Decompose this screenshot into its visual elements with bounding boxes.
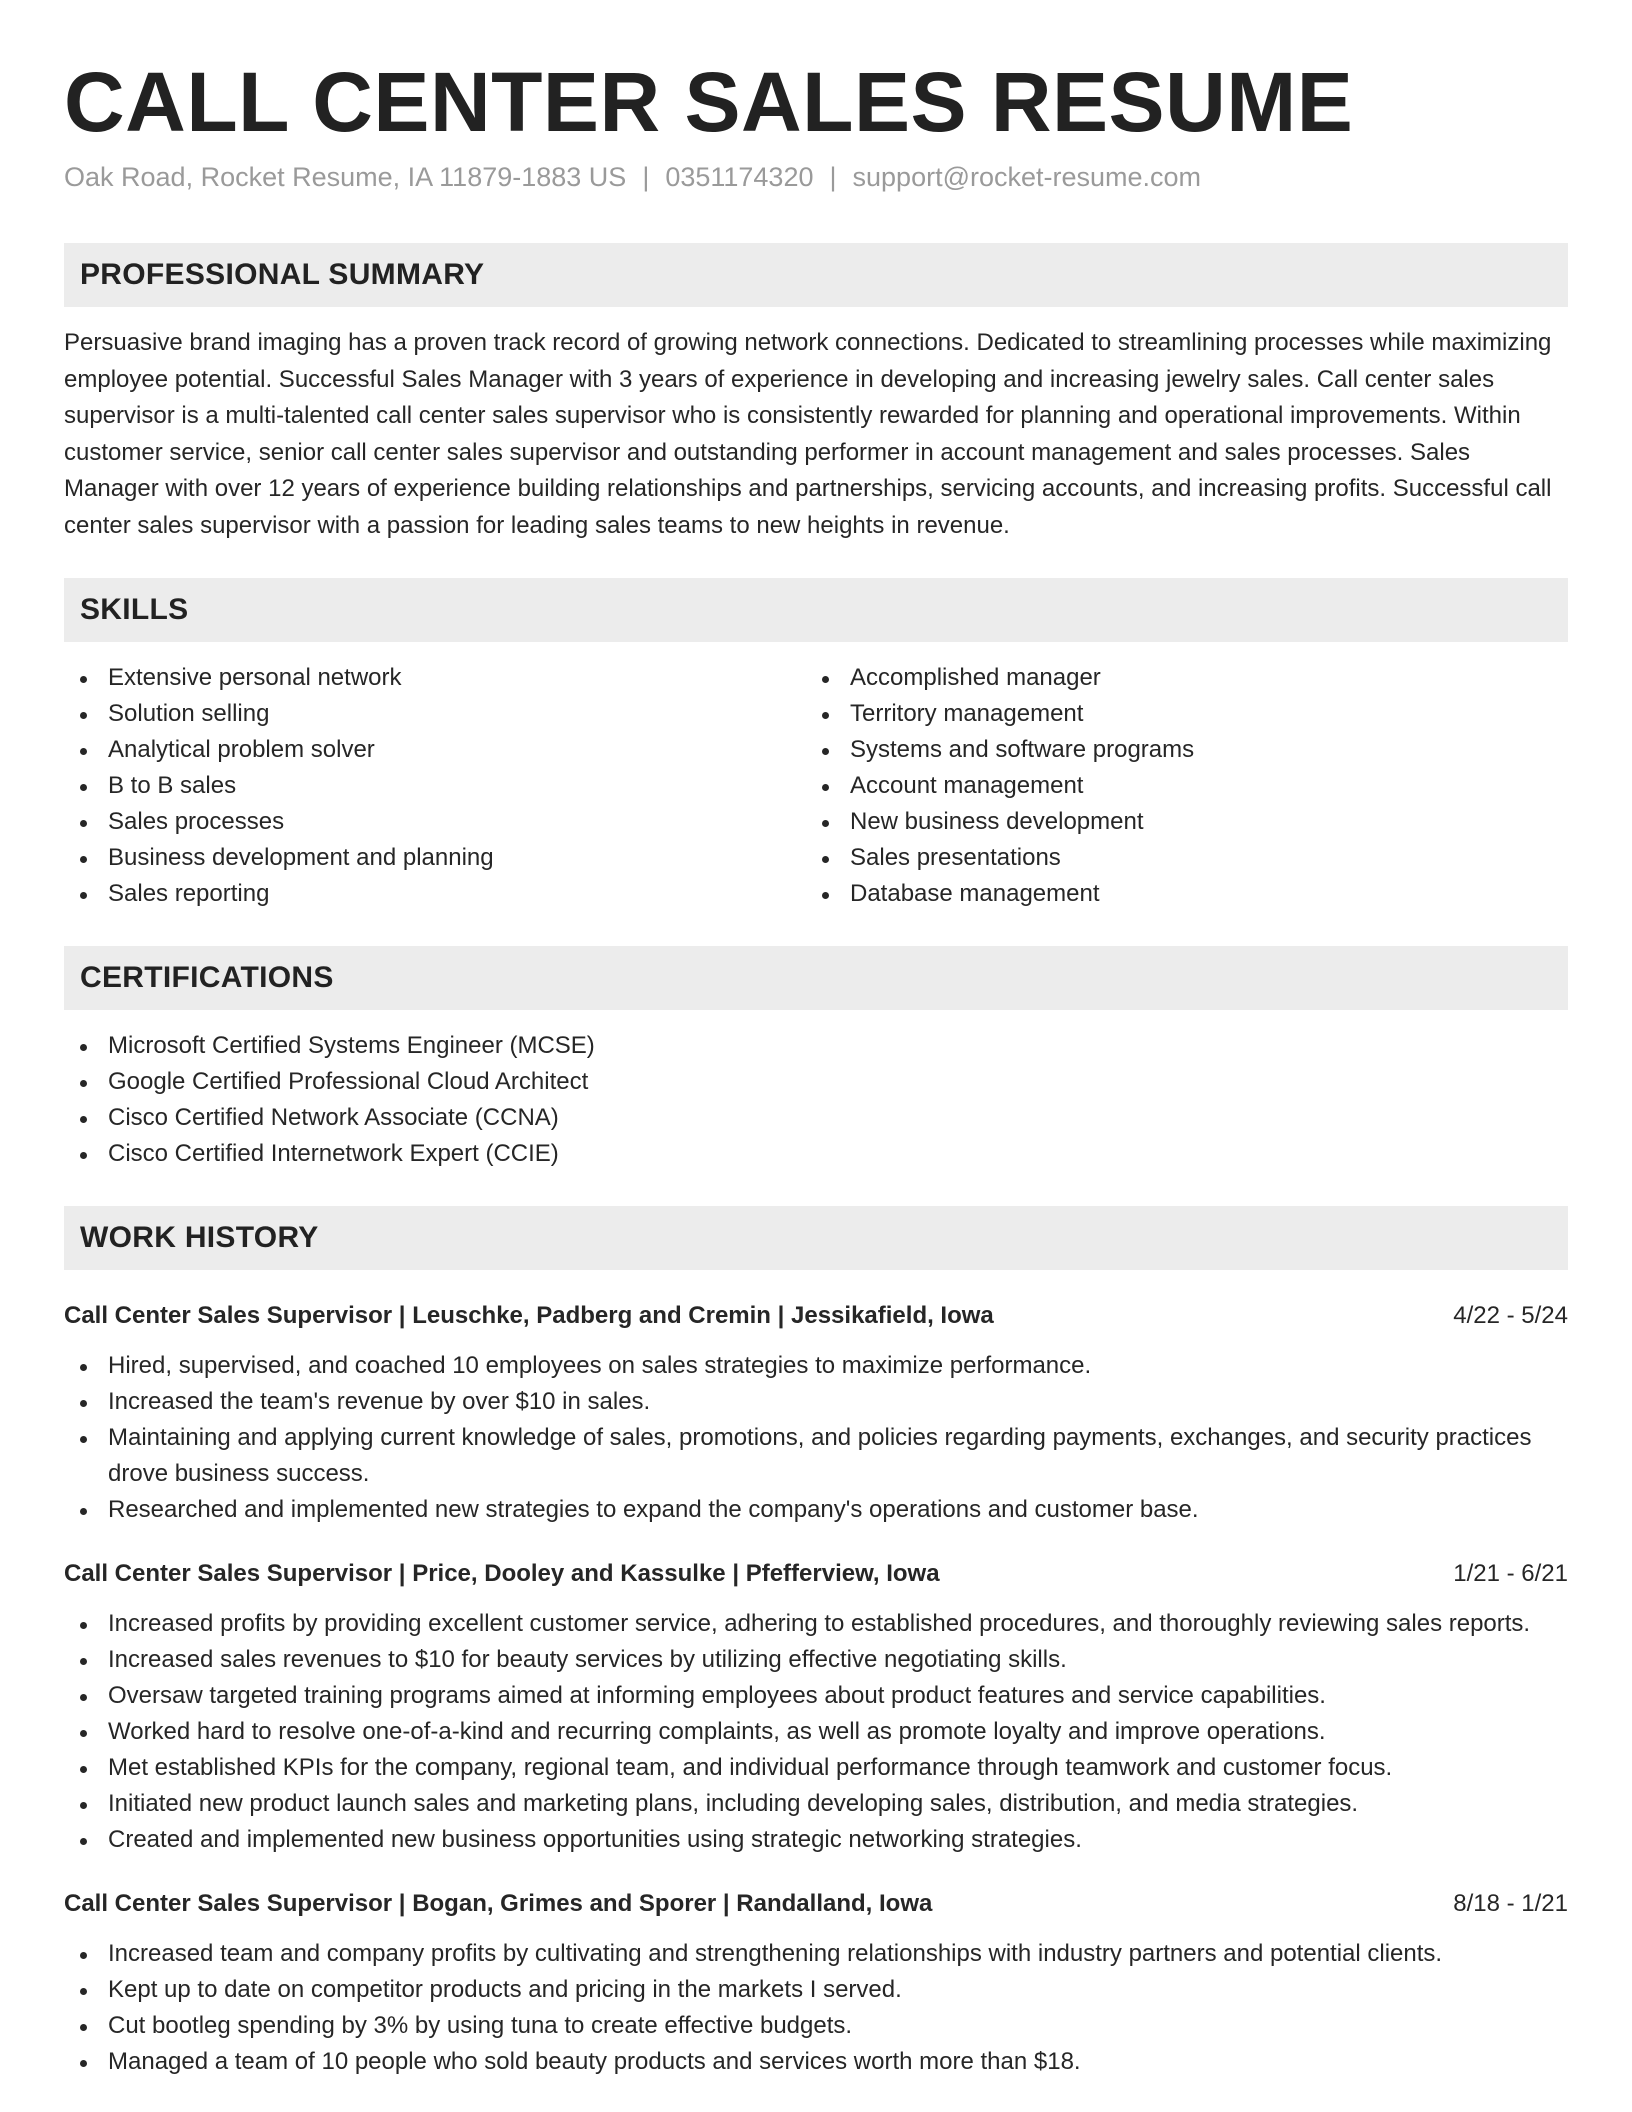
job-heading <box>64 1298 1568 1334</box>
certifications-list <box>64 1028 1568 1172</box>
certification-item: Google Certified Professional Cloud Architect <box>64 1064 1568 1100</box>
contact-separator: | <box>642 162 650 193</box>
certification-item: Cisco Certified Network Associate (CCNA) <box>64 1100 1568 1136</box>
job-dates: 1/21 - 6/21 <box>1453 1560 1568 1588</box>
job-bullets <box>64 1348 1568 1528</box>
job-bullet: Created and implemented new business opportunities using strategic networking strategies. <box>64 1822 1568 1858</box>
job-dates: 8/18 - 1/21 <box>1453 1890 1568 1918</box>
section-header-certifications: CERTIFICATIONS <box>64 946 1568 1010</box>
job-bullets <box>64 1936 1568 2080</box>
skill-item: B to B sales <box>64 768 806 804</box>
skills-list-left <box>64 660 806 912</box>
job-title: Call Center Sales Supervisor | Price, Dooley and Kassulke | Pfefferview, Iowa <box>64 1560 940 1588</box>
job-bullet: Maintaining and applying current knowledge of sales, promotions, and policies regarding payments, exchanges, and security practices drove business success. <box>64 1420 1568 1492</box>
contact-phone: 0351174320 <box>665 162 814 193</box>
contact-email: support@rocket-resume.com <box>852 162 1202 193</box>
job-entry <box>64 1556 1568 1858</box>
skills-grid <box>64 660 1568 912</box>
skill-item: Sales reporting <box>64 876 806 912</box>
skills-section <box>64 578 1568 912</box>
job-bullet: Initiated new product launch sales and marketing plans, including developing sales, distribution, and media strategies. <box>64 1786 1568 1822</box>
job-bullet: Increased team and company profits by cultivating and strengthening relationships with industry partners and potential clients. <box>64 1936 1568 1972</box>
job-bullet: Cut bootleg spending by 3% by using tuna to create effective budgets. <box>64 2008 1568 2044</box>
skill-item: Account management <box>806 768 1548 804</box>
skill-item: Business development and planning <box>64 840 806 876</box>
job-title: Call Center Sales Supervisor | Bogan, Grimes and Sporer | Randalland, Iowa <box>64 1890 933 1918</box>
contact-separator: | <box>829 162 837 193</box>
skill-item: Sales presentations <box>806 840 1548 876</box>
skill-item: Territory management <box>806 696 1548 732</box>
skill-item: Accomplished manager <box>806 660 1548 696</box>
job-heading <box>64 1886 1568 1922</box>
resume-title: CALL CENTER SALES RESUME <box>64 55 1354 149</box>
job-bullet: Increased sales revenues to $10 for beauty services by utilizing effective negotiating skills. <box>64 1642 1568 1678</box>
section-header-work-history: WORK HISTORY <box>64 1206 1568 1270</box>
skill-item: Sales processes <box>64 804 806 840</box>
job-bullet: Oversaw targeted training programs aimed at informing employees about product features and service capabilities. <box>64 1678 1568 1714</box>
job-bullet: Kept up to date on competitor products and pricing in the markets I served. <box>64 1972 1568 2008</box>
contact-line <box>64 162 1568 193</box>
skill-item: New business development <box>806 804 1548 840</box>
work-history-section <box>64 1206 1568 2080</box>
job-bullets <box>64 1606 1568 1858</box>
skill-item: Analytical problem solver <box>64 732 806 768</box>
job-bullet: Hired, supervised, and coached 10 employees on sales strategies to maximize performance. <box>64 1348 1568 1384</box>
job-bullet: Managed a team of 10 people who sold beauty products and services worth more than $18. <box>64 2044 1568 2080</box>
skill-item: Database management <box>806 876 1548 912</box>
job-title: Call Center Sales Supervisor | Leuschke, Padberg and Cremin | Jessikafield, Iowa <box>64 1302 994 1330</box>
certifications-section <box>64 946 1568 1172</box>
section-header-summary: PROFESSIONAL SUMMARY <box>64 243 1568 307</box>
job-entry <box>64 1886 1568 2080</box>
job-dates: 4/22 - 5/24 <box>1453 1302 1568 1330</box>
job-heading <box>64 1556 1568 1592</box>
job-bullet: Met established KPIs for the company, regional team, and individual performance through teamwork and customer focus. <box>64 1750 1568 1786</box>
summary-text: Persuasive brand imaging has a proven track record of growing network connections. Dedicated to streamlining processes while maximizing employee potential. Successful Sales Manager with 3 years of experience in developing and increasing jewelry sales. Call center sales supervisor is a multi-talented call center sales supervisor who is consistently rewarded for planning and operational improvements. Within customer service, senior call center sales supervisor and outstanding performer in account management and sales processes. Sales Manager with over 12 years of experience building relationships and partnerships, servicing accounts, and increasing profits. Successful call center sales supervisor with a passion for leading sales teams to new heights in revenue. <box>64 329 1552 539</box>
skill-item: Solution selling <box>64 696 806 732</box>
skill-item: Extensive personal network <box>64 660 806 696</box>
certification-item: Cisco Certified Internetwork Expert (CCIE) <box>64 1136 1568 1172</box>
job-bullet: Increased profits by providing excellent customer service, adhering to established procedures, and thoroughly reviewing sales reports. <box>64 1606 1568 1642</box>
skills-list-right <box>806 660 1548 912</box>
job-bullet: Worked hard to resolve one-of-a-kind and recurring complaints, as well as promote loyalty and improve operations. <box>64 1714 1568 1750</box>
job-entry <box>64 1298 1568 1528</box>
section-header-skills: SKILLS <box>64 578 1568 642</box>
job-bullet: Increased the team's revenue by over $10 in sales. <box>64 1384 1568 1420</box>
certification-item: Microsoft Certified Systems Engineer (MCSE) <box>64 1028 1568 1064</box>
skill-item: Systems and software programs <box>806 732 1548 768</box>
contact-address: Oak Road, Rocket Resume, IA 11879-1883 US <box>64 162 627 193</box>
job-bullet: Researched and implemented new strategies to expand the company's operations and customer base. <box>64 1492 1568 1528</box>
